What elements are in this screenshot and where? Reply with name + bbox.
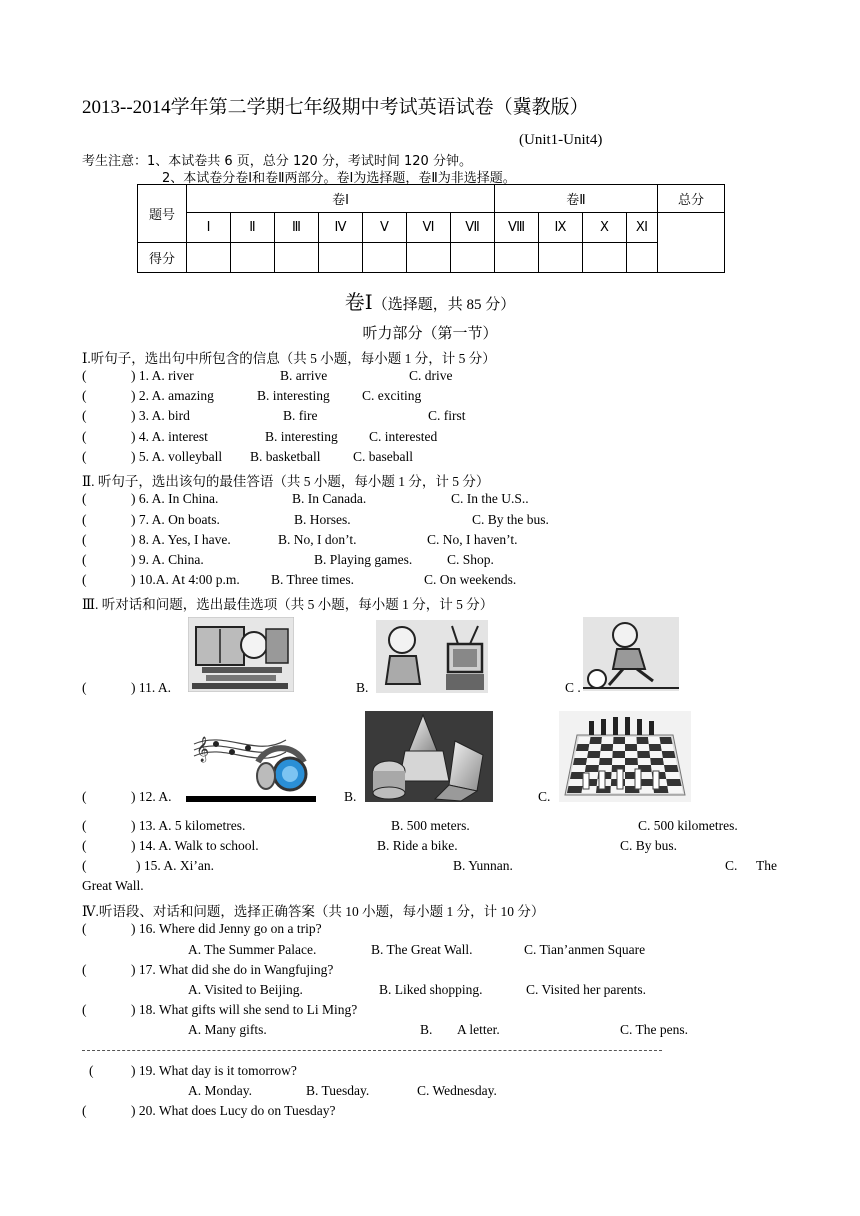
option-b: B. Ride a bike. (377, 838, 458, 853)
option-a: ) 15. A. Xi’an. (136, 858, 214, 873)
chess-square (601, 737, 613, 744)
answer-paren: ( (82, 1103, 87, 1118)
chess-square (649, 744, 662, 751)
chess-square (572, 765, 587, 772)
answer-paren: ( (82, 572, 87, 587)
score-cell[interactable] (451, 243, 495, 273)
score-cell[interactable] (627, 243, 658, 273)
option-c: C. No, I haven’t. (427, 532, 518, 547)
numeral-cell: Ⅺ (627, 213, 658, 243)
option-a: A. Monday. (188, 1083, 252, 1098)
answer-paren: ( (82, 368, 87, 383)
answer-paren: ( (82, 449, 87, 464)
option-a: A. Many gifts. (188, 1022, 267, 1037)
chess-square (625, 758, 638, 765)
answer-paren: ( (89, 1063, 94, 1078)
question-text: ) 18. What gifts will she send to Li Ming? (131, 1002, 358, 1017)
score-cell[interactable] (319, 243, 363, 273)
option-b: B. (420, 1022, 433, 1037)
answer-paren: ( (82, 512, 87, 527)
answer-paren: ( (82, 921, 87, 936)
option-b: B. No, I don’t. (278, 532, 357, 547)
chess-square (638, 758, 651, 765)
option-c: C. 500 kilometres. (638, 818, 738, 833)
score-cell[interactable] (187, 243, 231, 273)
option-a: ) 13. A. 5 kilometres. (131, 818, 246, 833)
option-a: ) 14. A. Walk to school. (131, 838, 259, 853)
chess-square (650, 751, 663, 758)
option-b: B. In Canada. (292, 491, 367, 506)
option-c: C. exciting (362, 388, 422, 403)
vol1-heading-big: 卷Ⅰ (344, 292, 373, 314)
total-score-cell[interactable] (658, 213, 725, 273)
numeral-cell: Ⅲ (275, 213, 319, 243)
chess-square (588, 744, 601, 751)
section-1-heading: Ⅰ.听句子，选出句中所包含的信息（共 5 小题，每小题 1 分，计 5 分） (82, 351, 496, 366)
answer-paren: ( (82, 858, 87, 873)
answer-paren: ( (82, 552, 87, 567)
option-a: ) 6. A. In China. (131, 491, 219, 506)
section-2-heading: Ⅱ. 听句子，选出该句的最佳答语（共 5 小题，每小题 1 分，计 5 分） (82, 474, 490, 489)
divider-dashed (82, 1050, 662, 1051)
boy-playing-football-picture (583, 617, 679, 691)
chess-square (612, 758, 625, 765)
answer-paren: ( (82, 429, 87, 444)
chess-square (576, 744, 589, 751)
option-a: ) 4. A. interest (131, 429, 208, 444)
vol2-header: 卷Ⅱ (495, 185, 658, 213)
option-b: B. Playing games. (314, 552, 413, 567)
option-b: B. (344, 789, 357, 804)
option-a: A. The Summer Palace. (188, 942, 317, 957)
option-a: ) 11. A. (131, 680, 171, 695)
answer-paren: ( (82, 408, 87, 423)
answer-paren: ( (82, 838, 87, 853)
option-b: B. The Great Wall. (371, 942, 473, 957)
units-label: (Unit1-Unit4) (519, 132, 603, 148)
numeral-cell: Ⅵ (407, 213, 451, 243)
chess-square (637, 744, 650, 751)
option-a: ) 12. A. (131, 789, 172, 804)
option-a: ) 8. A. Yes, I have. (131, 532, 231, 547)
option-b: B. interesting (257, 388, 330, 403)
chess-board-picture (559, 711, 691, 802)
note-line-1: 考生注意：1、本试卷共 6 页，总分 120 分，考试时间 120 分钟。 (82, 154, 472, 169)
option-c: C. The pens. (620, 1022, 688, 1037)
answer-paren: ( (82, 1002, 87, 1017)
option-b: B. interesting (265, 429, 338, 444)
chess-square (578, 737, 591, 744)
chess-square (637, 737, 649, 744)
vol1-header: 卷Ⅰ (187, 185, 495, 213)
option-a: ) 9. A. China. (131, 552, 204, 567)
row-label-score: 得分 (138, 243, 187, 273)
option-c: C. drive (409, 368, 453, 383)
option-c: C. On weekends. (424, 572, 517, 587)
note-line-2: 2、本试卷分卷Ⅰ和卷Ⅱ两部分。卷Ⅰ为选择题，卷Ⅱ为非选择题。 (162, 171, 516, 186)
boy-watching-tv-picture (376, 620, 488, 693)
chess-square (575, 751, 589, 758)
row-label-question-no: 题号 (138, 185, 187, 243)
option-a: ) 3. A. bird (131, 408, 190, 423)
section-3-heading: Ⅲ. 听对话和问题，选出最佳选项（共 5 小题，每小题 1 分，计 5 分） (82, 597, 494, 612)
geometric-shapes-picture (365, 711, 493, 802)
chess-square (613, 737, 625, 744)
option-c-text: The (756, 858, 777, 873)
score-cell[interactable] (275, 243, 319, 273)
chess-square (664, 765, 679, 772)
chess-square (589, 737, 602, 744)
option-b: B. Yunnan. (453, 858, 513, 873)
answer-paren: ( (82, 532, 87, 547)
chess-square (665, 772, 680, 779)
option-c: C. (725, 858, 738, 873)
option-b: B. Three times. (271, 572, 354, 587)
section-4-heading: Ⅳ.听语段、对话和问题，选择正确答案（共 10 小题，每小题 1 分，计 10 分） (82, 904, 545, 919)
boy-reading-books-picture (188, 617, 294, 692)
option-a: ) 2. A. amazing (131, 388, 214, 403)
option-b-text: A letter. (457, 1022, 500, 1037)
music-headphones-picture (186, 722, 316, 802)
option-c: C. Visited her parents. (526, 982, 647, 997)
option-a: ) 5. A. volleyball (131, 449, 223, 464)
option-b: B. fire (283, 408, 318, 423)
answer-paren: ( (82, 962, 87, 977)
option-c: C. Wednesday. (417, 1083, 497, 1098)
option-c: C. Tian’anmen Square (524, 942, 646, 957)
score-cell[interactable] (407, 243, 451, 273)
score-cell[interactable] (539, 243, 583, 273)
question-text: ) 19. What day is it tomorrow? (131, 1063, 297, 1078)
chess-square (661, 744, 674, 751)
option-c: C. first (428, 408, 466, 423)
score-table (137, 184, 725, 273)
listening-heading: 听力部分（第一节） (362, 326, 498, 342)
chess-square (625, 751, 638, 758)
chess-square (663, 758, 677, 765)
vol1-heading (0, 286, 860, 315)
chess-square (648, 737, 661, 744)
option-b: B. 500 meters. (391, 818, 470, 833)
chess-square (612, 751, 625, 758)
score-cell[interactable] (583, 243, 627, 273)
option-a: ) 10.A. At 4:00 p.m. (131, 572, 240, 587)
answer-paren: ( (82, 680, 87, 695)
chess-square (625, 737, 637, 744)
option-b: B. basketball (250, 449, 321, 464)
chess-square (599, 758, 612, 765)
chess-square (587, 751, 600, 758)
numeral-cell: Ⅷ (495, 213, 539, 243)
option-b: B. Liked shopping. (379, 982, 483, 997)
numeral-cell: Ⅱ (231, 213, 275, 243)
chess-square (585, 765, 599, 772)
option-c: C. baseball (353, 449, 413, 464)
chess-square (637, 751, 650, 758)
chess-square (567, 786, 583, 793)
chess-square (601, 744, 614, 751)
option-a: ) 7. A. On boats. (131, 512, 220, 527)
option-c: C. interested (369, 429, 438, 444)
chess-square (650, 758, 664, 765)
question-text: ) 17. What did she do in Wangfujing? (131, 962, 334, 977)
vol1-heading-small: （选择题，共 85 分） (372, 297, 516, 313)
svg-text:𝄞: 𝄞 (196, 737, 210, 762)
chess-square (660, 737, 673, 744)
numeral-cell: Ⅸ (539, 213, 583, 243)
chess-square (667, 786, 683, 793)
chess-square (573, 758, 587, 765)
total-header: 总分 (658, 185, 725, 213)
score-cell[interactable] (231, 243, 275, 273)
numeral-cell: Ⅶ (451, 213, 495, 243)
score-cell[interactable] (495, 243, 539, 273)
chess-square (662, 751, 676, 758)
option-c: C. (538, 789, 551, 804)
numeral-cell: Ⅰ (187, 213, 231, 243)
option-c: C. Shop. (447, 552, 494, 567)
numeral-cell: Ⅹ (583, 213, 627, 243)
score-cell[interactable] (363, 243, 407, 273)
numeral-cell: Ⅳ (319, 213, 363, 243)
option-c: C. By the bus. (472, 512, 549, 527)
answer-paren: ( (82, 789, 87, 804)
chess-square (600, 751, 613, 758)
chess-square (586, 758, 600, 765)
chess-square (569, 779, 584, 786)
option-b: B. Tuesday. (306, 1083, 370, 1098)
option-a: A. Visited to Beijing. (188, 982, 303, 997)
option-b: B. arrive (280, 368, 328, 383)
option-c: C. In the U.S.. (451, 491, 529, 506)
question-text: ) 16. Where did Jenny go on a trip? (131, 921, 322, 936)
option-b: B. (356, 680, 369, 695)
answer-paren: ( (82, 491, 87, 506)
option-c: C . (565, 680, 581, 695)
option-a: ) 1. A. river (131, 368, 194, 383)
chess-square (666, 779, 681, 786)
option-b: B. Horses. (294, 512, 351, 527)
numeral-cell: Ⅴ (363, 213, 407, 243)
option-c-text-cont: Great Wall. (82, 878, 144, 893)
answer-paren: ( (82, 388, 87, 403)
option-c: C. By bus. (620, 838, 678, 853)
chess-square (613, 744, 625, 751)
chess-square (625, 744, 637, 751)
question-text: ) 20. What does Lucy do on Tuesday? (131, 1103, 336, 1118)
exam-title: 2013--2014学年第二学期七年级期中考试英语试卷（冀教版） (82, 97, 589, 118)
answer-paren: ( (82, 818, 87, 833)
